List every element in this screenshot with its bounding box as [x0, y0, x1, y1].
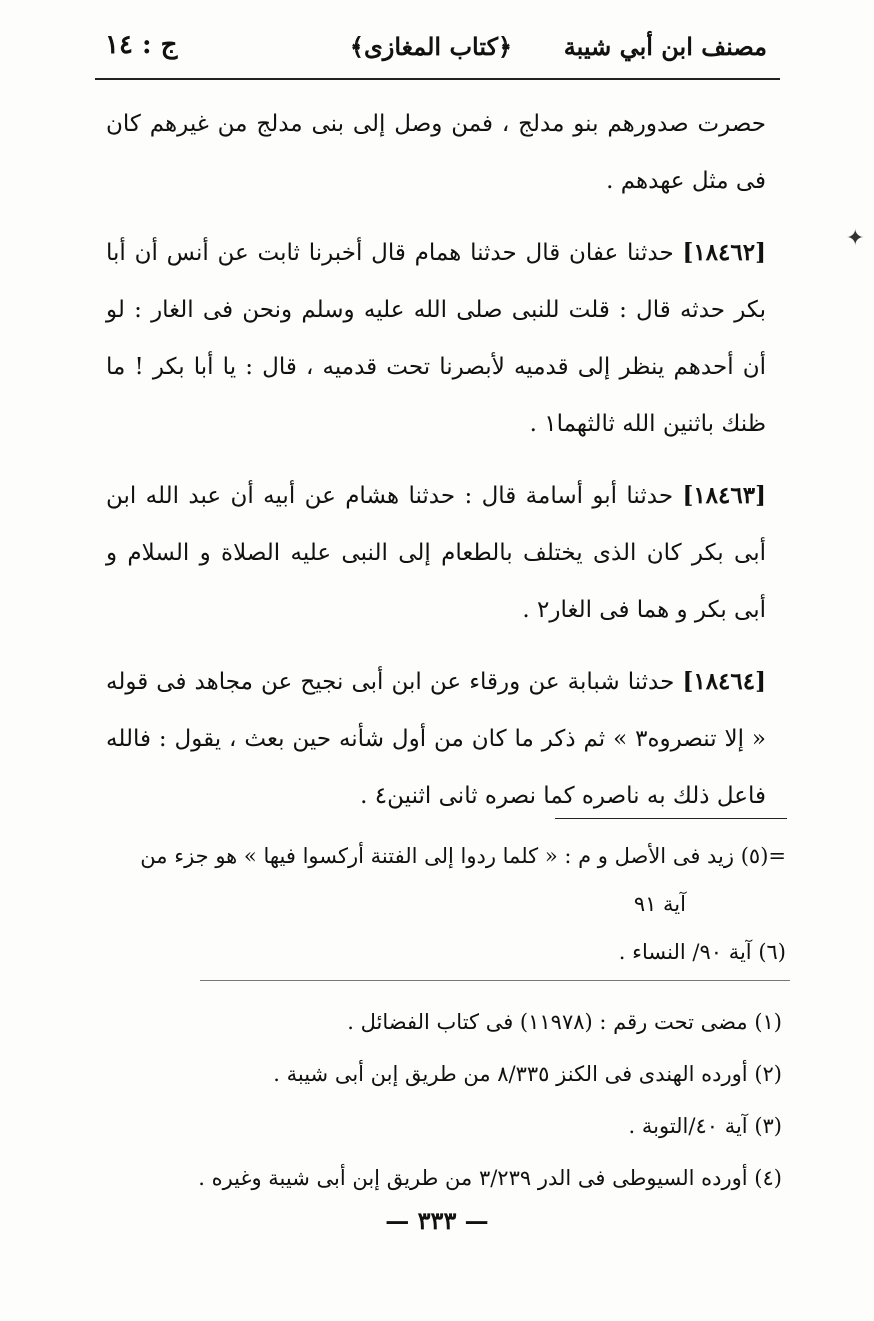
hadith-18462 — [106, 224, 766, 453]
page-number: — ٣٣٣ — — [385, 1206, 489, 1235]
hadith-18463 — [106, 467, 766, 639]
main-text — [106, 96, 766, 839]
note-5-continuation: آية ٩١ — [633, 892, 686, 916]
footnotes-divider — [200, 980, 790, 981]
footnotes — [122, 996, 782, 1204]
footnote-3: (٣) آية ٤٠/التوبة . — [628, 1114, 782, 1138]
volume-number: ج : ١٤ — [105, 30, 178, 60]
hadith-text: حدثنا عفان قال حدثنا همام قال أخبرنا ثابت عن أنس أن أبا بكر حدثه قال : قلت للنبى صلى الله عليه وسلم ونحن فى الغار : لو أن أحدهم ينظر إلى قدميه لأبصرنا تحت قدميه ، قال : يا أبا بكر ! ما ظنك باثنين الله ثالثهما١ . — [106, 240, 766, 437]
note-5: =(٥) زيد فى الأصل و م : « كلما ردوا إلى الفتنة أركسوا فيها » هو جزء من — [140, 844, 786, 868]
running-header — [95, 30, 767, 74]
hadith-text: حدثنا أبو أسامة قال : حدثنا هشام عن أبيه أن عبد الله ابن أبى بكر كان الذى يختلف بالطعام إلى النبى عليه الصلاة و السلام و أبى بكر و هما فى الغار٢ . — [106, 483, 766, 623]
continued-notes — [86, 832, 786, 976]
footnote-1: (١) مضى تحت رقم : (١١٩٧٨) فى كتاب الفضائل . — [347, 1010, 782, 1034]
note-6: (٦) آية ٩٠/ النساء . — [618, 940, 786, 964]
header-rule — [95, 78, 780, 80]
intro-paragraph: حصرت صدورهم بنو مدلج ، فمن وصل إلى بنى مدلج من غيرهم كان فى مثل عهدهم . — [106, 111, 766, 194]
hadith-text: حدثنا شبابة عن ورقاء عن ابن أبى نجيح عن مجاهد فى قوله « إلا تنصروه٣ » ثم ذكر ما كان من أول شأنه حين بعث ، يقول : فالله فاعل ذلك به ناصره كما نصره ثانى اثنين٤ . — [106, 669, 766, 809]
hadith-number: [١٨٤٦٤] — [682, 668, 767, 695]
chapter-title: ﴿كتاب المغازى﴾ — [349, 32, 513, 61]
hadith-number: [١٨٤٦٣] — [682, 482, 766, 509]
hadith-18464 — [106, 653, 766, 825]
hadith-number: [١٨٤٦٢] — [682, 239, 766, 266]
footnote-4: (٤) أورده السيوطى فى الدر ٣/٢٣٩ من طريق إبن أبى شيبة وغيره . — [198, 1166, 782, 1190]
margin-mark: ✦ — [846, 226, 865, 251]
footnote-2: (٢) أورده الهندى فى الكنز ٨/٣٣٥ من طريق إبن أبى شيبة . — [273, 1062, 782, 1086]
notes-divider — [555, 818, 787, 819]
book-title: مصنف ابن أبي شيبة — [563, 32, 767, 61]
